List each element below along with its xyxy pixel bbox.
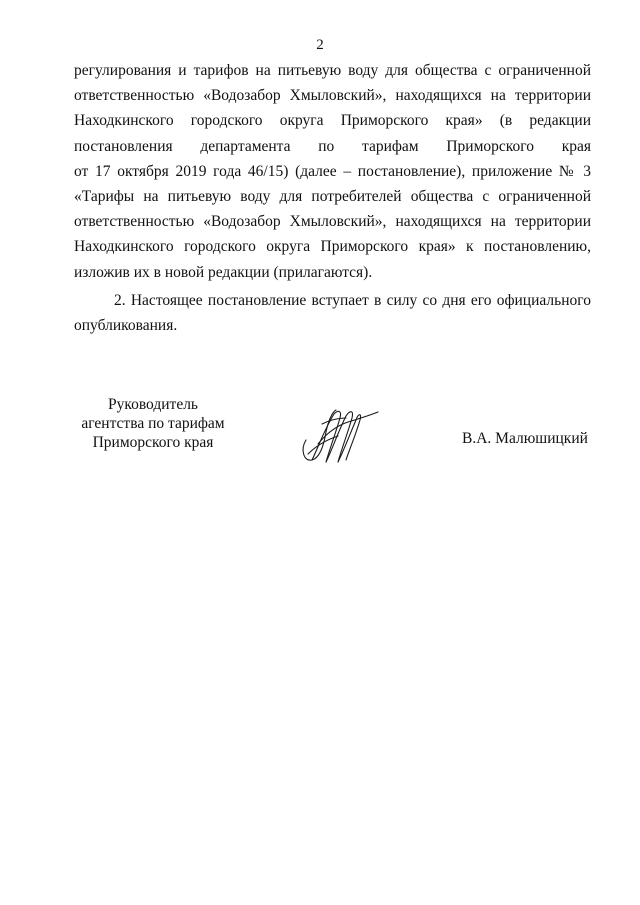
paragraph-1-line: регулирования и тарифов на питьевую воду для общества с ограниченной [74,62,591,79]
paragraph-1-line: Находкинского городского округа Приморского края» к постановлению, [74,238,591,256]
paragraph-1 [74,58,591,285]
paragraph-2-line: опубликования. [74,317,178,335]
paragraph-1-line: от 17 октября 2019 года 46/15) (далее – постановление), приложение № 3 [74,162,591,180]
signer-name: В.А. Малюшицкий [462,430,588,447]
paragraph-1-line: ответственностью «Водозабор Хмыловский», находящихся на территории [74,213,591,231]
paragraph-1-line: Находкинского городского округа Приморского края» (в редакции [74,112,591,130]
paragraph-1-line: ответственностью «Водозабор Хмыловский», находящихся на территории [74,87,591,105]
handwritten-signature [296,404,380,466]
paragraph-1-line: «Тарифы на питьевую воду для потребителей общества с ограниченной [74,188,591,206]
signatory-position-line: Руководитель [107,396,199,413]
signatory-position-line: агентства по тарифам [81,415,225,432]
signatory-position-line: Приморского края [92,434,214,451]
page-number: 2 [316,37,324,53]
paragraph-2-line: 2. Настоящее постановление вступает в силу со дня его официального [114,291,591,309]
paragraph-1-line: изложив их в новой редакции (прилагаются). [74,263,373,281]
paragraph-2 [74,288,591,338]
paragraph-1-line: постановления департамента по тарифам Приморского края [74,137,591,155]
document-body [74,58,591,338]
signatory-position [68,395,238,452]
